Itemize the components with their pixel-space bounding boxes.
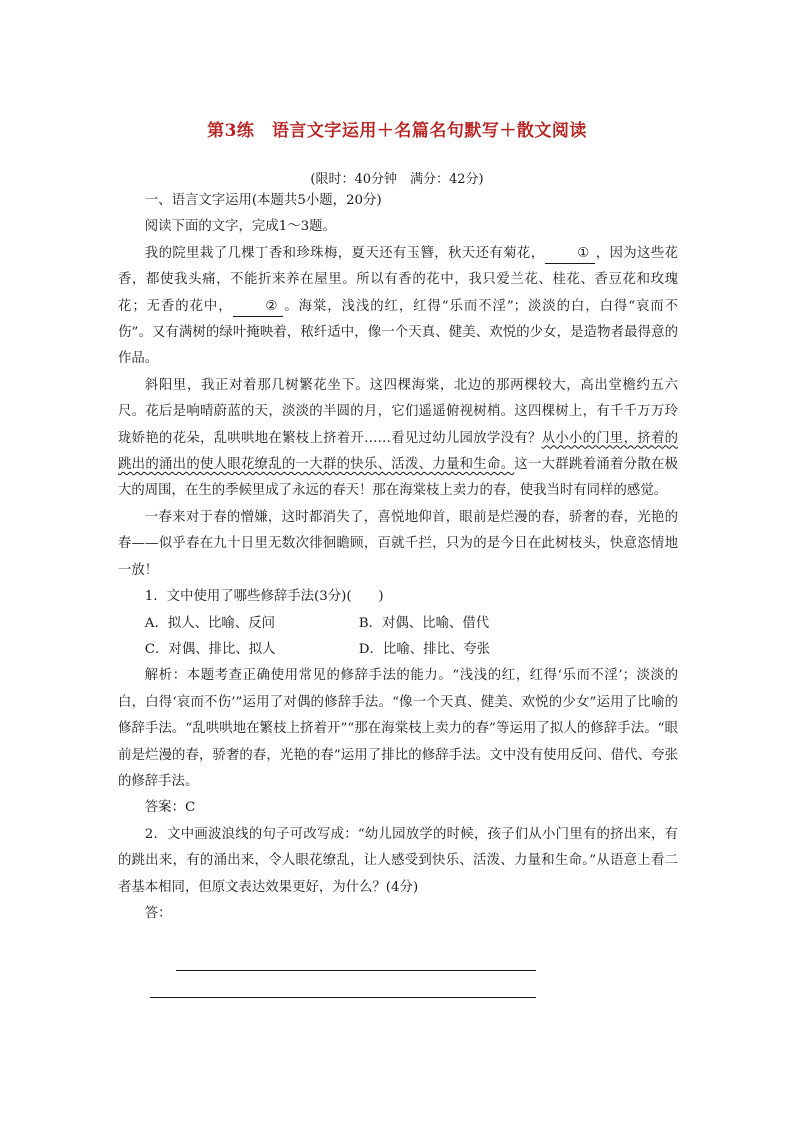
fill-blank-1: ①	[545, 245, 596, 264]
answer-line-1	[176, 970, 536, 971]
section-heading: 一、语言文字运用(本题共5小题，20分)	[144, 193, 382, 208]
page-title: 第3练 语言文字运用＋名篇名句默写＋散文阅读	[207, 121, 587, 141]
question-1-answer: 答案：C	[144, 800, 196, 816]
question-2-stem: 2．文中画波浪线的句子可改写成：“幼儿园放学的时候，孩子们从小门里有的挤出来，有的跳出来，有的涌出来，令人眼花缭乱，让人感受到快乐、活泼、力量和生命。”从语意上看二者基本相同，但原文表达效果更好，为什么？(4分)	[118, 826, 678, 895]
passage-paragraph-1	[118, 241, 678, 373]
passage-text: ，因为这些花香，都使我头痛，不能折来养在屋里。所以有香的花中，我只爱兰花、桂花、香豆花和玫瑰花；无香的花中，	[118, 245, 679, 314]
main-content	[118, 188, 678, 927]
option-a: A．拟人、比喻、反问	[144, 615, 275, 631]
reading-instructions: 阅读下面的文字，完成1～3题。	[144, 219, 336, 235]
time-limit-subtitle: (限时：40分钟 满分：42分)	[310, 172, 484, 187]
question-1-options	[118, 611, 678, 664]
passage-paragraph-2	[118, 373, 678, 505]
wavy-underlined-sentence: 从小小的门里，挤着的跳出的涌出的使人眼花缭乱的一大群的快乐、活泼、力量和生命。	[118, 430, 679, 473]
passage-text: 斜阳里，我正对着那几树繁花坐下。这四棵海棠，北边的那两棵较大，高出堂檐约五六尺。花后是响晴蔚蓝的天，淡淡的半圆的月，它们遥遥俯视树梢。这四棵树上，有千千万万玲珑娇艳的花朵，乱哄哄地在繁枝上挤着开……看见过幼儿园放学没有？	[118, 377, 678, 446]
passage-text: 。海棠，浅浅的红，红得“乐而不淫”；淡淡的白，白得“哀而不伤”。又有满树的绿叶掩映着，秾纤适中，像一个天真、健美、欢悦的少女，是造物者最得意的作品。	[118, 298, 678, 367]
option-b: B．对偶、比喻、借代	[358, 615, 490, 631]
answer-label: 答：	[144, 905, 172, 921]
option-c: C．对偶、排比、拟人	[144, 641, 276, 657]
question-1-analysis: 解析：本题考查正确使用常见的修辞手法的能力。“浅浅的红，红得‘乐而不淫’；淡淡的白，白得‘哀而不伤’”运用了对偶的修辞手法。“像一个天真、健美、欢悦的少女”运用了比喻的修辞手法。“乱哄哄地在繁枝上挤着开”“那在海棠枝上卖力的春”等运用了拟人的修辞手法。“眼前是烂漫的春，骄奢的春，光艳的春”运用了排比的修辞手法。文中没有使用反问、借代、夸张的修辞手法。	[118, 668, 678, 789]
passage-text: 这一大群跳着涌着分散在极大的周围，在生的季候里成了永远的春天！那在海棠枝上卖力的春，使我当时有同样的感觉。	[118, 457, 679, 499]
passage-text: 我的院里栽了几棵丁香和珍珠梅，夏天还有玉簪，秋天还有菊花，	[144, 245, 545, 261]
question-1-stem: 1．文中使用了哪些修辞手法(3分)( )	[144, 589, 384, 605]
option-d: D．比喻、排比、夸张	[358, 641, 491, 657]
fill-blank-2: ②	[233, 298, 284, 317]
answer-line-2	[150, 997, 536, 998]
passage-paragraph-3: 一春来对于春的憎嫌，这时都消失了，喜悦地仰首，眼前是烂漫的春，骄奢的春，光艳的春——似乎春在九十日里无数次徘徊瞻顾，百就千拦，只为的是今日在此树枝头，快意恣情地一放！	[118, 509, 678, 578]
